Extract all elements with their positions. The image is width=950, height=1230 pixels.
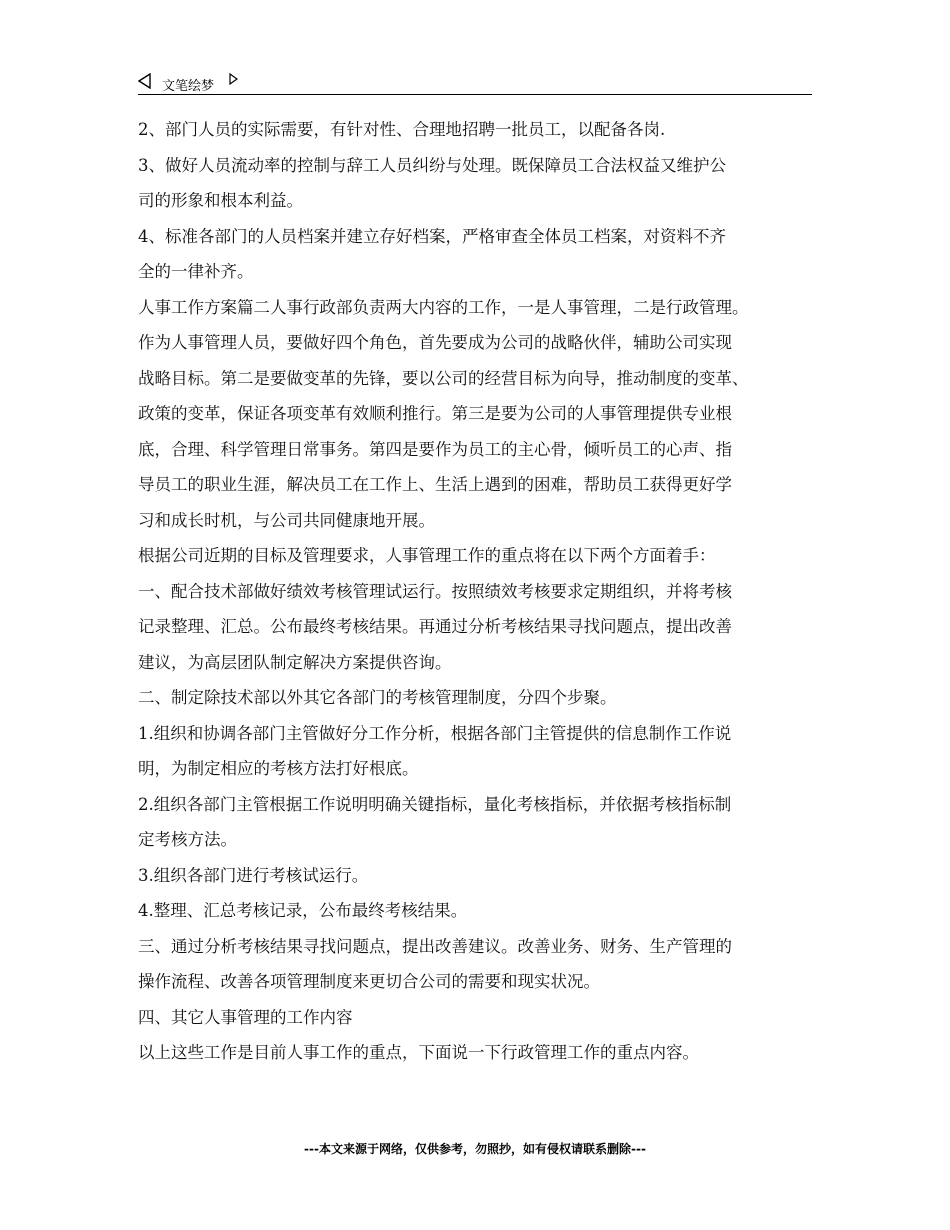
text-line: 一、配合技术部做好绩效考核管理试运行。按照绩效考核要求定期组织，并将考核 bbox=[138, 581, 732, 601]
text-line: 导员工的职业生涯，解决员工在工作上、生活上遇到的困难，帮助员工获得更好学 bbox=[138, 475, 732, 494]
text-line: 明，为制定相应的考核方法打好根底。 bbox=[138, 759, 419, 778]
text-line: 记录整理、汇总。公布最终考核结果。再通过分析考核结果寻找问题点，提出改善 bbox=[138, 617, 732, 636]
text-line: 作为人事管理人员，要做好四个角色，首先要成为公司的战略伙伴，辅助公司实现 bbox=[138, 333, 732, 352]
text-line: 操作流程、改善各项管理制度来更切合公司的需要和现实状况。 bbox=[138, 972, 600, 991]
text-line: 三、通过分析考核结果寻找问题点，提出改善建议。改善业务、财务、生产管理的 bbox=[138, 936, 732, 956]
text-line: 4.整理、汇总考核记录，公布最终考核结果。 bbox=[138, 901, 468, 920]
text-line: 司的形象和根本利益。 bbox=[138, 191, 303, 210]
text-line: 全的一律补齐。 bbox=[138, 262, 254, 281]
play-triangle-icon bbox=[228, 73, 238, 89]
text-line: 2、部门人员的实际需要，有针对性、合理地招聘一批员工，以配备各岗. bbox=[138, 120, 666, 139]
text-line: 建议，为高层团队制定解决方案提供咨询。 bbox=[138, 652, 452, 672]
text-line: 根据公司近期的目标及管理要求，人事管理工作的重点将在以下两个方面着手： bbox=[138, 546, 716, 565]
text-line: 人事工作方案篇二人事行政部负责两大内容的工作，一是人事管理，二是行政管理。 bbox=[138, 297, 749, 317]
page-footer: ---本文来源于网络，仅供参考，勿照抄，如有侵权请联系删除--- bbox=[304, 1142, 646, 1156]
text-line: 定考核方法。 bbox=[138, 830, 237, 849]
text-line: 3、做好人员流动率的控制与辞工人员纠纷与处理。既保障员工合法权益又维护公 bbox=[138, 155, 726, 175]
text-line: 以上这些工作是目前人事工作的重点，下面说一下行政管理工作的重点内容。 bbox=[138, 1043, 699, 1062]
text-line: 3.组织各部门进行考核试运行。 bbox=[138, 865, 369, 885]
text-line: 2.组织各部门主管根据工作说明明确关键指标，量化考核指标，并依据考核指标制 bbox=[138, 794, 732, 814]
text-line: 底，合理、科学管理日常事务。第四是要作为员工的主心骨，倾听员工的心声、指 bbox=[138, 439, 732, 459]
header-title: 文笔绘梦 bbox=[162, 79, 215, 94]
back-triangle-icon bbox=[138, 73, 152, 93]
text-line: 1.组织和协调各部门主管做好分工作分析，根据各部门主管提供的信息制作工作说 bbox=[138, 723, 732, 743]
text-line: 政策的变革，保证各项变革有效顺利推行。第三是要为公司的人事管理提供专业根 bbox=[138, 404, 732, 423]
page-header bbox=[138, 72, 812, 95]
text-line: 二、制定除技术部以外其它各部门的考核管理制度，分四个步聚。 bbox=[138, 688, 617, 707]
text-line: 习和成长时机，与公司共同健康地开展。 bbox=[138, 510, 435, 530]
text-line: 4、标准各部门的人员档案并建立存好档案，严格审查全体员工档案，对资料不齐 bbox=[138, 226, 726, 246]
text-line: 四、其它人事管理的工作内容 bbox=[138, 1007, 353, 1027]
document-body bbox=[138, 112, 814, 1071]
text-line: 战略目标。第二是要做变革的先锋，要以公司的经营目标为向导，推动制度的变革、 bbox=[138, 368, 749, 388]
